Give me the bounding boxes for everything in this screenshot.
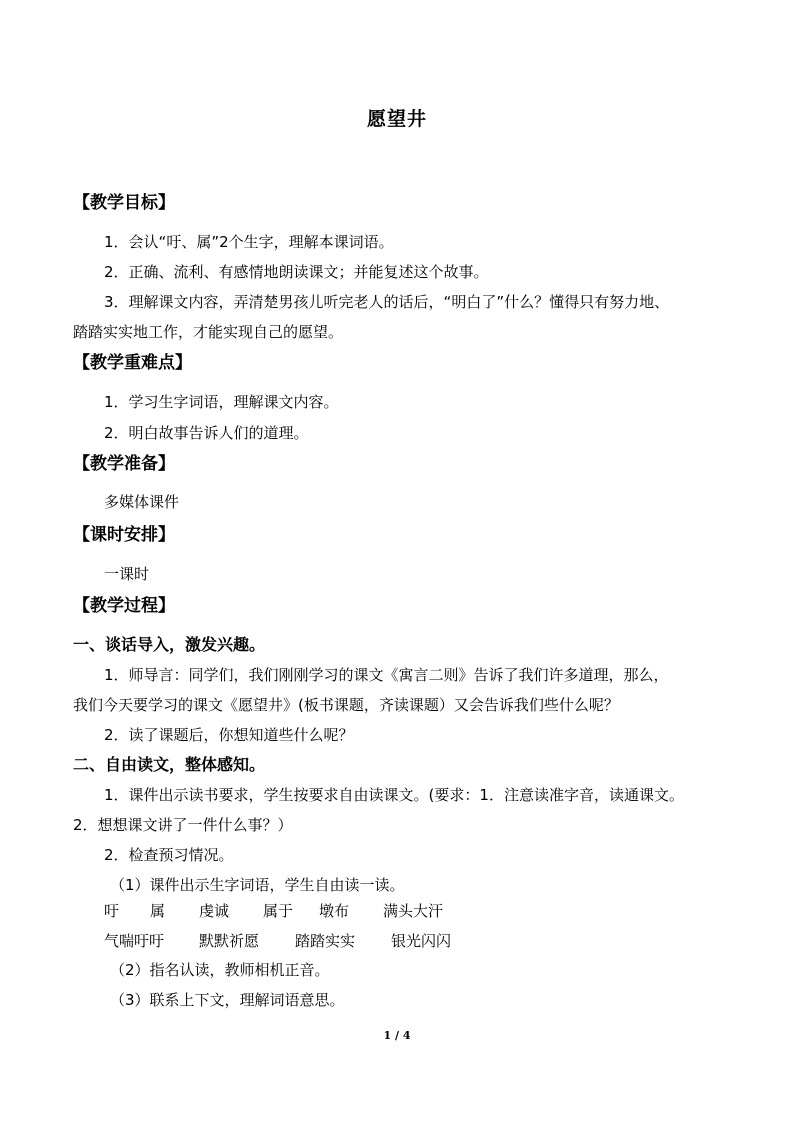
part1-line-2: 我们今天要学习的课文《愿望井》(板书课题，齐读课题）又会告诉我们些什么呢？	[73, 696, 619, 714]
word-item: 默默祈愿	[199, 932, 260, 950]
document-title: 愿望井	[366, 108, 427, 130]
objective-line-1: 1．会认“吁、属”2个生字，理解本课词语。	[104, 233, 394, 251]
page-number: 1 / 4	[383, 1029, 411, 1042]
section-heading-schedule: 【课时安排】	[73, 525, 175, 545]
part2-line-1: 1．课件出示读书要求，学生按要求自由读课文。(要求：1．注意读准字音，读通课文。	[104, 786, 684, 804]
section-heading-process: 【教学过程】	[73, 596, 175, 616]
part2-heading: 二、自由读文，整体感知。	[73, 755, 266, 774]
word-item: 气喘吁吁	[104, 932, 165, 950]
part1-heading: 一、谈话导入，激发兴趣。	[73, 635, 266, 654]
objective-line-3-cont: 踏踏实实地工作，才能实现自己的愿望。	[73, 323, 344, 341]
section-heading-key-points: 【教学重难点】	[73, 353, 192, 373]
word-item: 踏踏实实	[295, 932, 356, 950]
key-point-line-1: 1．学习生字词语，理解课文内容。	[104, 393, 339, 411]
word-item: 虔诚	[199, 902, 230, 920]
part2-line-6: （3）联系上下文，理解词语意思。	[110, 991, 345, 1009]
word-item: 银光闪闪	[391, 932, 452, 950]
part2-line-3: 2．检查预习情况。	[104, 846, 234, 864]
preparation-text: 多媒体课件	[104, 493, 180, 511]
key-point-line-2: 2．明白故事告诉人们的道理。	[104, 424, 309, 442]
word-item: 属	[150, 902, 166, 920]
schedule-text: 一课时	[104, 565, 150, 583]
section-heading-preparation: 【教学准备】	[73, 454, 175, 474]
part1-line-3: 2．读了课题后，你想知道些什么呢？	[104, 726, 354, 744]
part2-line-5: （2）指名认读，教师相机正音。	[110, 961, 330, 979]
part2-line-2: 2．想想课文讲了一件什么事？）	[73, 816, 293, 834]
section-heading-objectives: 【教学目标】	[73, 193, 175, 213]
part2-line-4: （1）课件出示生字词语，学生自由读一读。	[110, 876, 405, 894]
objective-line-3: 3．理解课文内容，弄清楚男孩儿听完老人的话后，“明白了”什么？懂得只有努力地、	[104, 293, 670, 311]
word-item: 吁	[104, 902, 120, 920]
word-item: 属于	[263, 902, 294, 920]
part1-line-1: 1．师导言：同学们，我们刚刚学习的课文《寓言二则》告诉了我们许多道理，那么，	[104, 666, 669, 684]
word-item: 满头大汗	[383, 902, 444, 920]
word-item: 墩布	[319, 902, 350, 920]
objective-line-2: 2．正确、流利、有感情地朗读课文；并能复述这个故事。	[104, 263, 489, 281]
